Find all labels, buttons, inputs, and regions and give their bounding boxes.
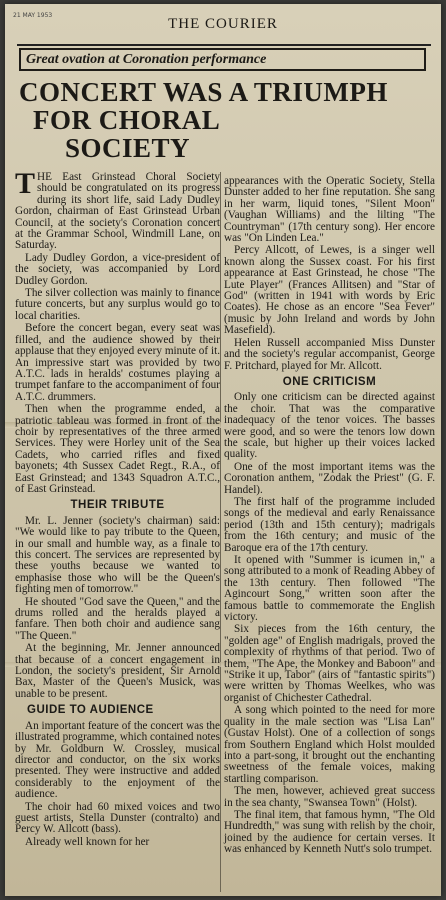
masthead-date: 21 MAY 1953 — [13, 12, 53, 19]
paragraph: Before the concert began, every seat was filled, and the audience showed by their applause that they enjoyed every minute of it. An impressive start was provided by two A.T.C. lads in heralds' costumes playing a trumpet fanfare to the accompaniment of four A.T.C. drummers. — [15, 322, 220, 403]
paragraph: An important feature of the concert was the illustrated programme, which contained notes by Mr. Goldburn W. Crossley, musical director and conductor, on the six works presented. They were instructive and added considerably to the enjoyment of the audience. — [15, 719, 220, 801]
subheading-one-criticism: ONE CRITICISM — [282, 375, 377, 388]
paragraph: Six pieces from the 16th century, the "golden age" of English madrigals, proved the complexity of rhythms of that period. Two of them, "The Ape, the Monkey and Baboon" and "Strike it up, Tabor" (airs of "fantastic spirits") were written by Thomas Weelkes, who was organist of Chichester Cathedral. — [224, 623, 435, 704]
paragraph: The choir had 60 mixed voices and two guest artists, Stella Dunster (contralto) and Percy W. Allcott (bass). — [15, 800, 220, 836]
paragraph: THE East Grinstead Choral Society should be congratulated on its progress during its short life, said Lady Dudley Gordon, chairman of East Grinstead Urban Council, at the society's Coronation concert at the Grammar School, Windmill Lane, on Saturday. — [15, 167, 220, 252]
headline-line-3: SOCIETY — [65, 133, 191, 163]
paragraph: Lady Dudley Gordon, a vice-president of the society, was accompanied by Lord Dudley Gordon. — [15, 251, 220, 287]
column-divider — [220, 172, 221, 892]
paragraph: He shouted "God save the Queen," and the drums rolled and the heralds played a fanfare. Then both choir and audience sang "The Queen." — [15, 595, 220, 642]
paragraph: Percy Allcott, of Lewes, is a singer well known along the Sussex coast. For his first appearance at East Grinstead, he chose "The Lute Player" (Frances Allitsen) and "Star of God" (written in 1941 with words by Eric Coates). He chose as an encore "Sea Fever" (music by John Ireland and words by John Masefield). — [224, 244, 435, 337]
paragraph: It opened with "Summer is icumen in," a song attributed to a monk of Reading Abbey of the 13th century. Then followed "The Agincourt Song," written soon after the famous battle to commemorate the English victory. — [224, 554, 435, 624]
paragraph: appearances with the Operatic Society, Stella Dunster added to her fine reputation. She sang in her warm, liquid tones, "Silent Moon" (Vaughan Williams) and the lilting "The Countryman" (17th century song). Her encore was "On Linden Lea." — [224, 175, 435, 245]
headline-line-1: CONCERT WAS A TRIUMPH — [19, 77, 388, 107]
paragraph: Mr. L. Jenner (society's chairman) said: "We would like to pay tribute to the Queen, in our small and humble way, as a finale to this concert. The services are represented by these youths because we wanted to emphasise those who will be the Queen's fighting men of tomorrow." — [15, 514, 220, 596]
subheading-guide-to-audience: GUIDE TO AUDIENCE — [27, 704, 154, 717]
subheading-their-tribute: THEIR TRIBUTE — [70, 499, 165, 512]
newspaper-clipping — [5, 4, 441, 896]
article-column-right — [224, 176, 435, 857]
paragraph: Already well known for her — [25, 835, 150, 848]
paragraph: Only one criticism can be directed against the choir. That was the comparative inadequacy of the tenor voices. The basses were good, and so were the tenors low down the scale, but higher up their voices lacked quality. — [224, 391, 435, 461]
paragraph: Then when the programme ended, a patriotic tableau was formed in front of the choir by representatives of the three armed Services. They were Horley unit of the Sea Cadets, who carried rifles and fixed bayonets; 4th Sussex Cadet Regt., R.A., of East Grinstead; and 1343 Squadron A.T.C., of East Grinstead. — [15, 403, 220, 495]
paragraph: Helen Russell accompanied Miss Dunster and the society's regular accompanist, George F. Pritchard, played for Mr. Allcott. — [224, 336, 435, 372]
headline-line-2: FOR CHORAL — [33, 105, 221, 135]
article-column-left — [15, 167, 220, 849]
kicker-strap: Great ovation at Coronation performance — [19, 48, 426, 71]
paragraph: The final item, that famous hymn, "The Old Hundredth," was sung with relish by the choir, joined by the audience for certain verses. It was enhanced by Kenneth Nutt's solo trumpet. — [224, 808, 435, 856]
newspaper-title: THE COURIER — [168, 16, 278, 32]
masthead-rule — [17, 44, 431, 46]
paragraph: A song which pointed to the need for more quality in the male section was "Lisa Lan" (Gustav Holst). One of a collection of songs from Southern England which Holst moulded into a part-song, it brought out the enchanting sweetness of the female voices, making startling comparison. — [224, 704, 435, 785]
paragraph: The men, however, achieved great success in the sea chanty, "Swansea Town" (Holst). — [224, 785, 435, 809]
paragraph: The first half of the programme included songs of the medieval and early Renaissance period (13th and 15th century); madrigals from the 16th century; and music of the Baroque era of the 17th century. — [224, 495, 435, 554]
paragraph: At the beginning, Mr. Jenner announced that because of a concert engagement in London, the society's president, Sir Arnold Bax, Master of the Queen's Musick, was unable to be present. — [15, 642, 220, 700]
paragraph: One of the most important items was the Coronation anthem, "Zodak the Priest" (G. F. Handel). — [224, 460, 435, 496]
masthead — [5, 4, 441, 44]
paragraph: The silver collection was mainly to finance future concerts, but any surplus would go to local charities. — [15, 287, 220, 322]
headline — [19, 78, 439, 162]
